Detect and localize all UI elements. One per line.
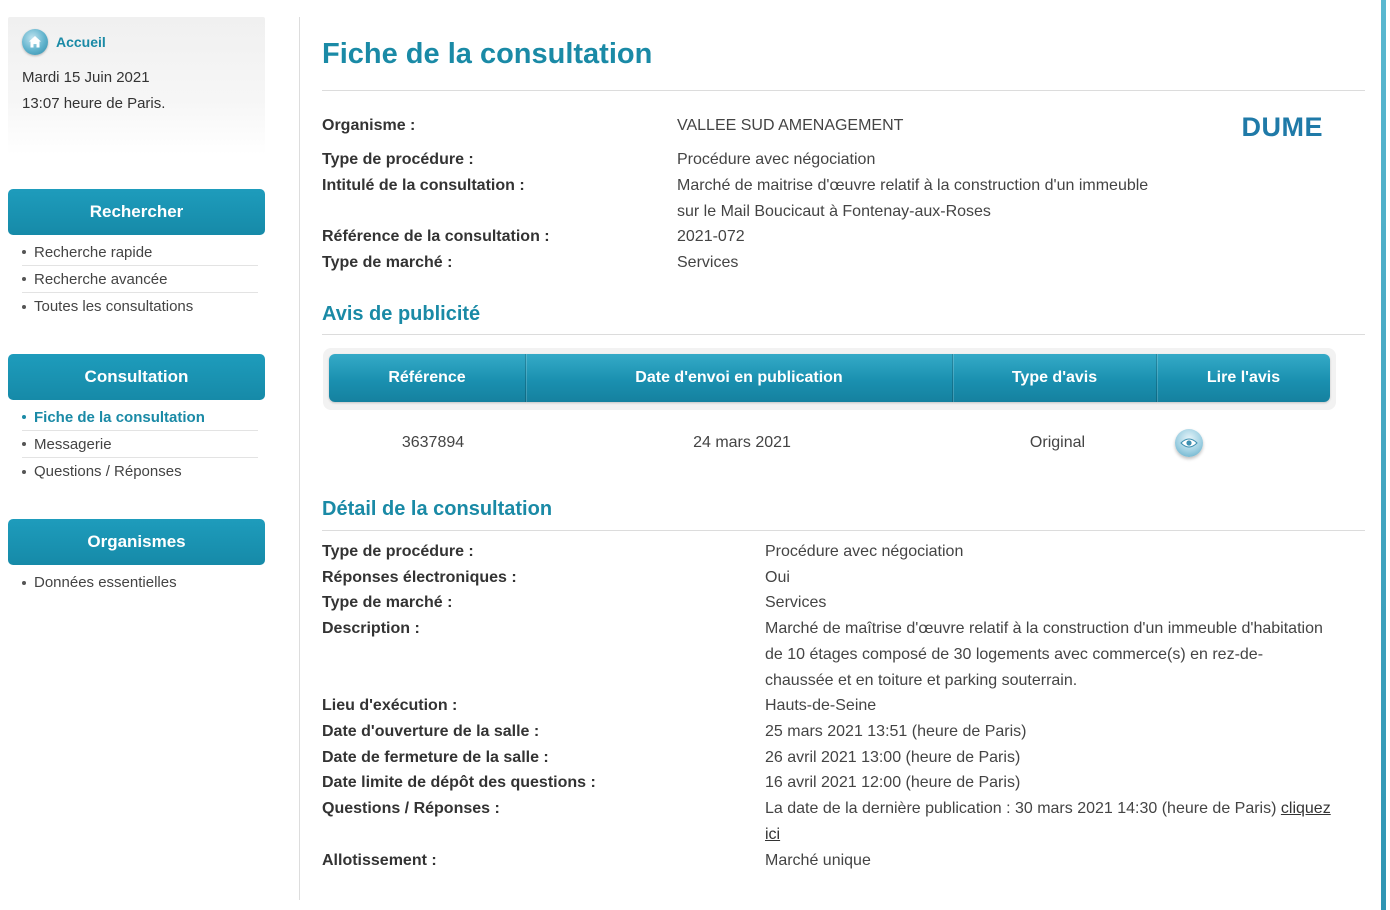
avis-table-header [329,354,1330,402]
field-value: La date de la dernière publication : 30 mars 2021 14:30 (heure de Paris) [765,800,1277,817]
field-value-line: chaussée et en toiture et parking souterrain. [765,672,1078,689]
field-value-line: de 10 étages composé de 30 logements avec commerce(s) en rez-de- [765,646,1264,663]
field-label: Questions / Réponses : [322,800,500,817]
field-label: Date limite de dépôt des questions : [322,774,596,791]
field-value-line: Marché de maitrise d'œuvre relatif à la construction d'un immeuble [677,177,1149,194]
cell-reference: 3637894 [401,434,465,451]
menu-item-label[interactable]: Messagerie [34,435,112,453]
menu-item-messagerie[interactable] [22,431,258,458]
bullet-icon [22,442,26,446]
cliquez-ici-link[interactable]: cliquez [1280,800,1331,817]
field-label: Type de procédure : [322,543,474,560]
field-value: VALLEE SUD AMENAGEMENT [677,117,904,134]
menu-rechercher [8,189,265,320]
field-value: Hauts-de-Seine [765,697,877,714]
menu-item-questions-reponses[interactable] [22,458,258,485]
menu-organismes [8,519,265,596]
field-label: Allotissement : [322,852,437,869]
menu-title-rechercher[interactable]: Rechercher [8,189,265,235]
section-divider [322,334,1365,335]
menu-title-consultation[interactable]: Consultation [8,354,265,400]
column-header-lire: Lire l'avis [1206,369,1281,386]
section-title-avis: Avis de publicité [322,303,481,325]
field-label: Type de marché : [322,594,453,611]
bullet-icon [22,277,26,281]
sidebar-divider [299,17,300,900]
field-label: Date d'ouverture de la salle : [322,723,540,740]
menu-item-recherche-rapide[interactable] [22,239,258,266]
home-icon[interactable] [22,29,48,55]
field-label: Organisme : [322,117,416,134]
avis-table [323,348,1336,410]
menu-item-label[interactable]: Questions / Réponses [34,463,182,480]
menu-item-fiche-consultation[interactable] [22,404,258,431]
current-time: 13:07 heure de Paris. [22,95,166,112]
menu-item-label[interactable]: Données essentielles [34,574,177,591]
cell-type: Original [1029,434,1086,451]
page-title: Fiche de la consultation [322,38,653,70]
field-value: Procédure avec négociation [677,151,876,168]
table-row [328,428,1329,458]
sidebar [8,17,265,596]
field-label: Type de procédure : [322,151,474,168]
dume-logo[interactable]: DUME [1241,112,1323,142]
field-label: Type de marché : [322,254,453,271]
bullet-icon [22,250,26,254]
menu-item-label[interactable]: Recherche avancée [34,270,168,288]
field-value: Services [677,254,739,271]
field-label: Réponses électroniques : [322,569,517,586]
field-value: Services [765,594,827,611]
current-date: Mardi 15 Juin 2021 [22,69,150,86]
menu-title-organismes[interactable]: Organismes [8,519,265,565]
field-value: Oui [765,569,790,586]
section-title-detail: Détail de la consultation [322,498,553,520]
menu-item-donnees-essentielles[interactable] [22,569,258,596]
field-label: Référence de la consultation : [322,228,550,245]
menu-item-label[interactable]: Toutes les consultations [34,298,194,315]
field-label: Description : [322,620,420,637]
field-value: Procédure avec négociation [765,543,964,560]
column-header-date[interactable]: Date d'envoi en publication [526,354,953,402]
field-value: 26 avril 2021 13:00 (heure de Paris) [765,749,1021,766]
field-value: Marché unique [765,852,871,869]
right-accent-bar [1381,0,1386,910]
cell-lire [1169,428,1209,458]
home-link[interactable] [22,29,251,55]
field-label: Lieu d'exécution : [322,697,458,714]
section-divider [322,530,1365,531]
field-value-line: sur le Mail Boucicaut à Fontenay-aux-Roses [677,203,991,220]
eye-icon[interactable] [1175,429,1203,457]
cliquez-ici-link-continued[interactable]: ici [765,826,781,843]
menu-item-recherche-avancee[interactable] [22,266,258,293]
menu-item-label[interactable]: Recherche rapide [34,243,153,261]
menu-consultation [8,354,265,485]
home-box [8,17,265,155]
column-header-type[interactable]: Type d'avis [953,354,1157,402]
field-value: 16 avril 2021 12:00 (heure de Paris) [765,774,1021,791]
field-label: Intitulé de la consultation : [322,177,525,194]
menu-item-label[interactable]: Fiche de la consultation [34,408,205,426]
field-value: 25 mars 2021 13:51 (heure de Paris) [765,723,1027,740]
bullet-icon [22,581,26,585]
bullet-icon [22,305,26,309]
field-value: 2021-072 [677,228,745,245]
bullet-icon [22,470,26,474]
bullet-icon [22,415,26,419]
field-value-line: Marché de maîtrise d'œuvre relatif à la construction d'un immeuble d'habitation [765,620,1323,637]
home-label[interactable]: Accueil [56,34,106,50]
field-label: Date de fermeture de la salle : [322,749,549,766]
title-divider [322,90,1365,91]
menu-item-toutes-consultations[interactable] [22,293,258,320]
cell-date: 24 mars 2021 [693,434,791,451]
column-header-reference[interactable]: Référence [329,354,526,402]
